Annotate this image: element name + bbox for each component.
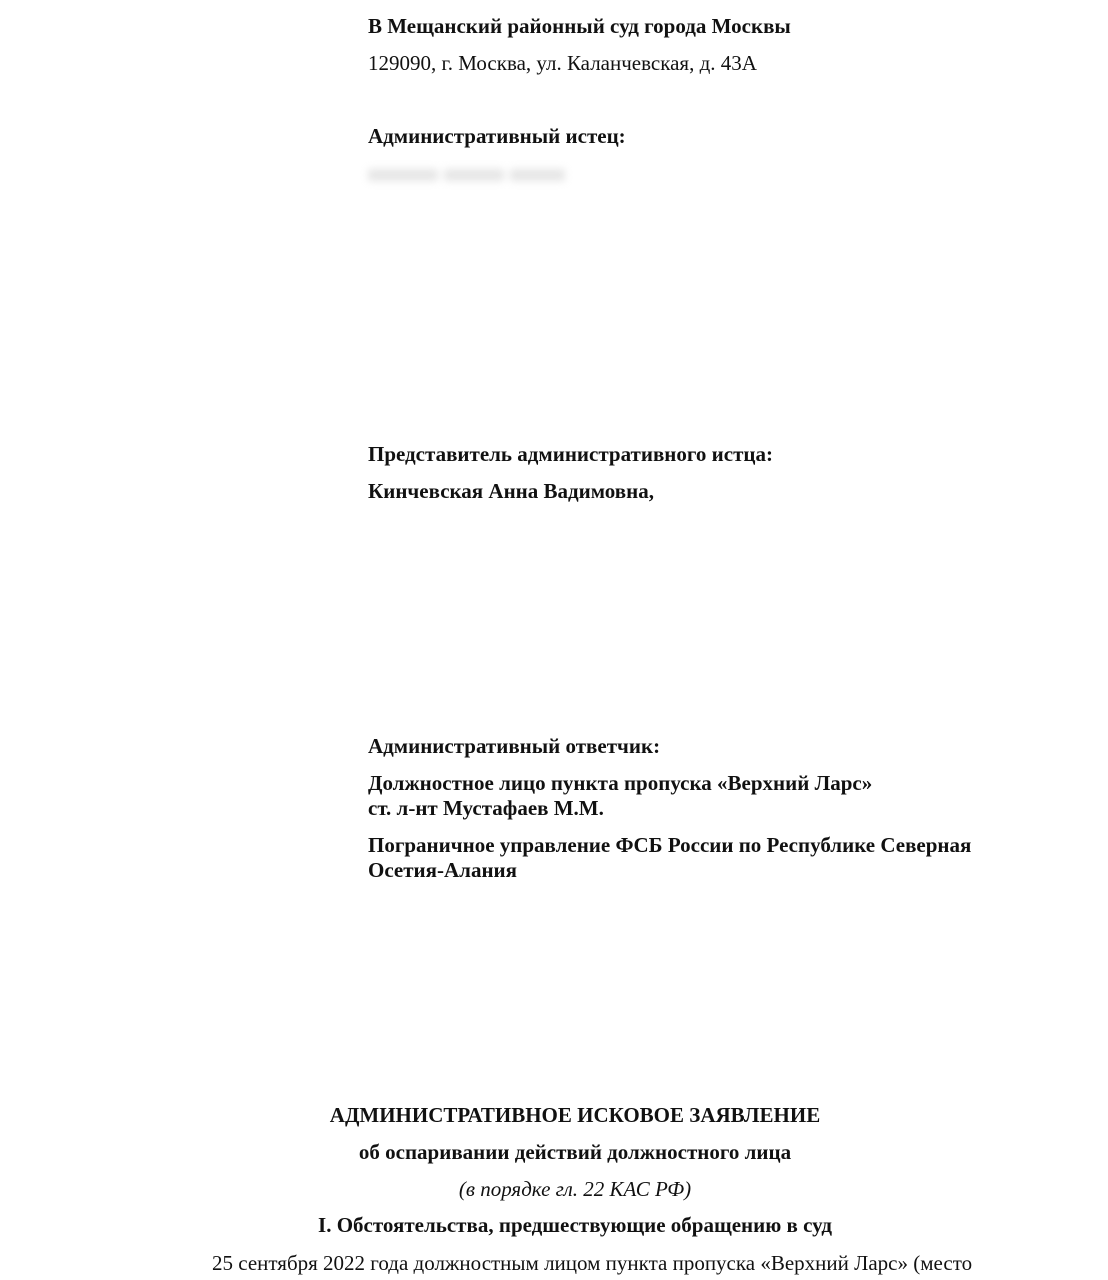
procedure-note: (в порядке гл. 22 КАС РФ) (458, 1177, 692, 1201)
redacted-plaintiff-name (368, 163, 578, 187)
representative-label: Представитель административного истца: (368, 442, 773, 466)
defendant-agency-line1: Пограничное управление ФСБ России по Республике Северная (368, 833, 972, 857)
section-heading: I. Обстоятельства, предшествующие обращению в суд (318, 1213, 832, 1237)
defendant-official-line1: Должностное лицо пункта пропуска «Верхний Ларс» (368, 771, 873, 795)
document-subtitle: об оспаривании действий должностного лица (358, 1140, 792, 1164)
representative-name: Кинчевская Анна Вадимовна, (368, 479, 654, 503)
document-title: АДМИНИСТРАТИВНОЕ ИСКОВОЕ ЗАЯВЛЕНИЕ (329, 1103, 821, 1127)
court-name: В Мещанский районный суд города Москвы (368, 14, 791, 38)
defendant-official-line2: ст. л-нт Мустафаев М.М. (368, 796, 604, 820)
court-address: 129090, г. Москва, ул. Каланчевская, д. 43А (368, 51, 757, 75)
plaintiff-label: Административный истец: (368, 124, 626, 148)
body-paragraph-first-line: 25 сентября 2022 года должностным лицом пункта пропуска «Верхний Ларс» (место (212, 1251, 973, 1275)
defendant-agency-line2: Осетия-Алания (368, 858, 518, 882)
defendant-label: Административный ответчик: (368, 734, 661, 758)
